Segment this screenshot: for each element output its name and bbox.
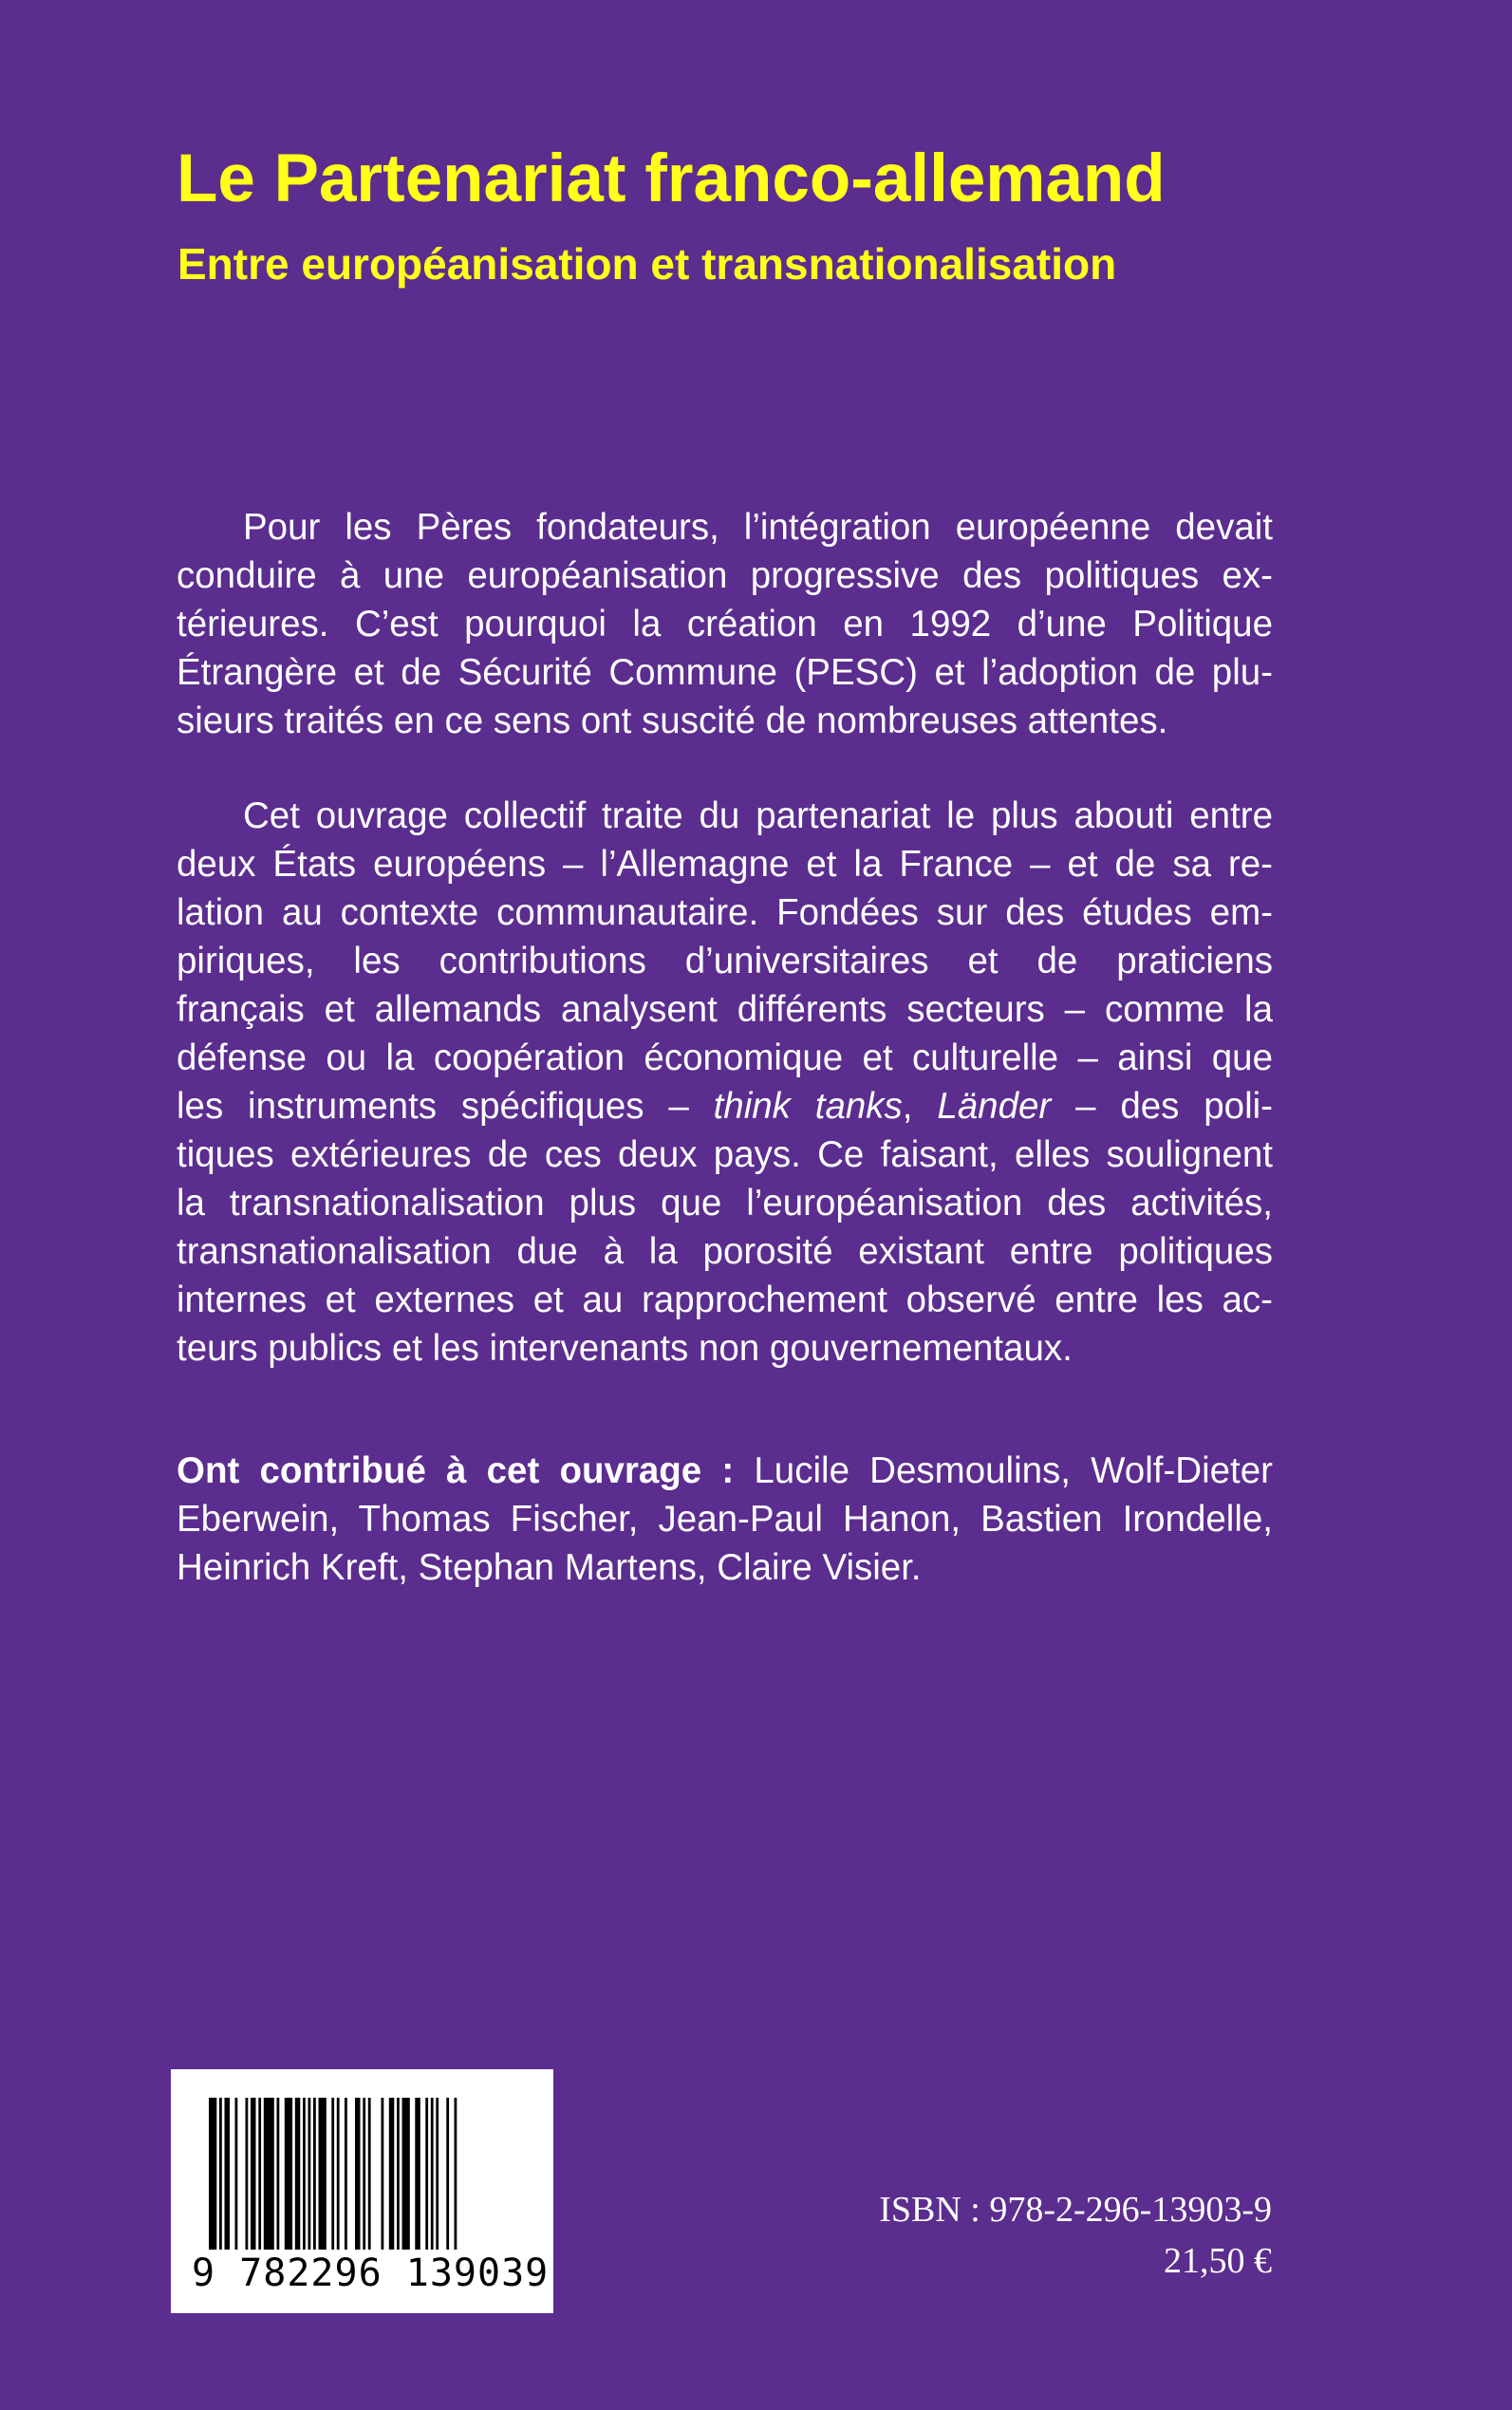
barcode-bar	[258, 2098, 261, 2250]
barcode-bar	[345, 2098, 347, 2250]
barcode-bar	[382, 2098, 384, 2250]
text-line: Heinrich Kreft, Stephan Martens, Claire Visier.	[177, 1547, 922, 1588]
text-line: Cet ouvrage collectif traite du partenariat le plus abouti entre	[243, 795, 1273, 836]
text-line: français et allemands analysent différents secteurs – comme la	[177, 989, 1273, 1030]
text-line: piriques, les contributions d’universitaires et de praticiens	[177, 941, 1273, 981]
barcode-bar	[431, 2098, 434, 2250]
barcode-bar	[313, 2098, 316, 2250]
barcode-bar	[319, 2098, 327, 2250]
barcode-bar	[389, 2098, 395, 2250]
isbn-number: ISBN : 978-2-296-13903-9	[879, 2190, 1272, 2230]
text-line: deux États européens – l’Allemagne et la France – et de sa re-	[177, 844, 1273, 885]
text-line: teurs publics et les intervenants non gouvernementaux.	[177, 1328, 1073, 1369]
text-line: la transnationalisation plus que l’européanisation des activités,	[177, 1183, 1273, 1224]
barcode-bar	[368, 2098, 371, 2250]
text-segment: – des poli-	[1051, 1086, 1273, 1127]
text-line: conduire à une européanisation progressive des politiques ex-	[177, 555, 1273, 596]
barcode-bar	[308, 2098, 311, 2250]
summary-paragraph-1	[177, 503, 1273, 745]
text-line: Étrangère et de Sécurité Commune (PESC) et l’adoption de plu-	[177, 652, 1273, 693]
barcode-bar	[425, 2098, 428, 2250]
barcode-bar	[225, 2098, 231, 2250]
italic-term-lander: Länder	[937, 1086, 1052, 1127]
barcode-bar	[337, 2098, 340, 2250]
text-line: lation au contexte communautaire. Fondées sur des études em-	[177, 892, 1273, 933]
contributors-names: Lucile Desmoulins, Wolf-Dieter	[734, 1450, 1273, 1491]
book-price: 21,50 €	[1164, 2241, 1272, 2281]
barcode-bar	[397, 2098, 400, 2250]
text-segment: les instruments spécifiques –	[177, 1086, 714, 1127]
barcode-bar	[402, 2098, 410, 2250]
text-line: transnationalisation due à la porosité existant entre politiques	[177, 1231, 1273, 1272]
text-line: Pour les Pères fondateurs, l’intégration européenne devait	[243, 507, 1273, 548]
barcode-bar	[264, 2098, 274, 2250]
book-title: Le Partenariat franco-allemand	[177, 141, 1166, 216]
barcode-bar	[446, 2098, 449, 2250]
book-subtitle: Entre européanisation et transnationalisation	[177, 239, 1117, 289]
text-line: défense ou la coopération économique et culturelle – ainsi que	[177, 1037, 1273, 1078]
barcode-bar	[251, 2098, 256, 2250]
text-segment: ,	[902, 1086, 938, 1127]
barcode	[171, 2069, 553, 2313]
barcode-bar	[295, 2098, 301, 2250]
barcode-digits: 9 782296 139039	[192, 2251, 550, 2295]
barcode-bar	[303, 2098, 306, 2250]
barcode-bar	[355, 2098, 361, 2250]
barcode-bar	[363, 2098, 365, 2250]
text-line: tiques extérieures de ces deux pays. Ce faisant, elles soulignent	[177, 1134, 1273, 1175]
contributors-paragraph	[177, 1447, 1273, 1592]
contributors-label: Ont contribué à cet ouvrage :	[177, 1450, 735, 1491]
barcode-bar	[246, 2098, 249, 2250]
text-line: sieurs traités en ce sens ont suscité de nombreuses attentes.	[177, 701, 1168, 741]
barcode-bar	[209, 2098, 216, 2250]
text-line: internes et externes et au rapprochement observé entre les ac-	[177, 1280, 1273, 1320]
text-line: térieures. C’est pourquoi la création en 1992 d’une Politique	[177, 604, 1273, 645]
barcode-bar	[285, 2098, 292, 2250]
barcode-bar	[455, 2098, 457, 2250]
barcode-bar	[331, 2098, 334, 2250]
text-line: Eberwein, Thomas Fischer, Jean-Paul Hanon, Bastien Irondelle,	[177, 1499, 1273, 1540]
barcode-bar	[235, 2098, 238, 2250]
barcode-bar	[415, 2098, 420, 2250]
barcode-bar	[436, 2098, 439, 2250]
barcode-bar	[219, 2098, 222, 2250]
text-line	[177, 1447, 1273, 1495]
italic-term-think-tanks: think tanks	[713, 1086, 903, 1127]
text-line-with-italics	[177, 1082, 1273, 1130]
barcode-bar	[277, 2098, 280, 2250]
summary-paragraph-2	[177, 792, 1273, 1373]
